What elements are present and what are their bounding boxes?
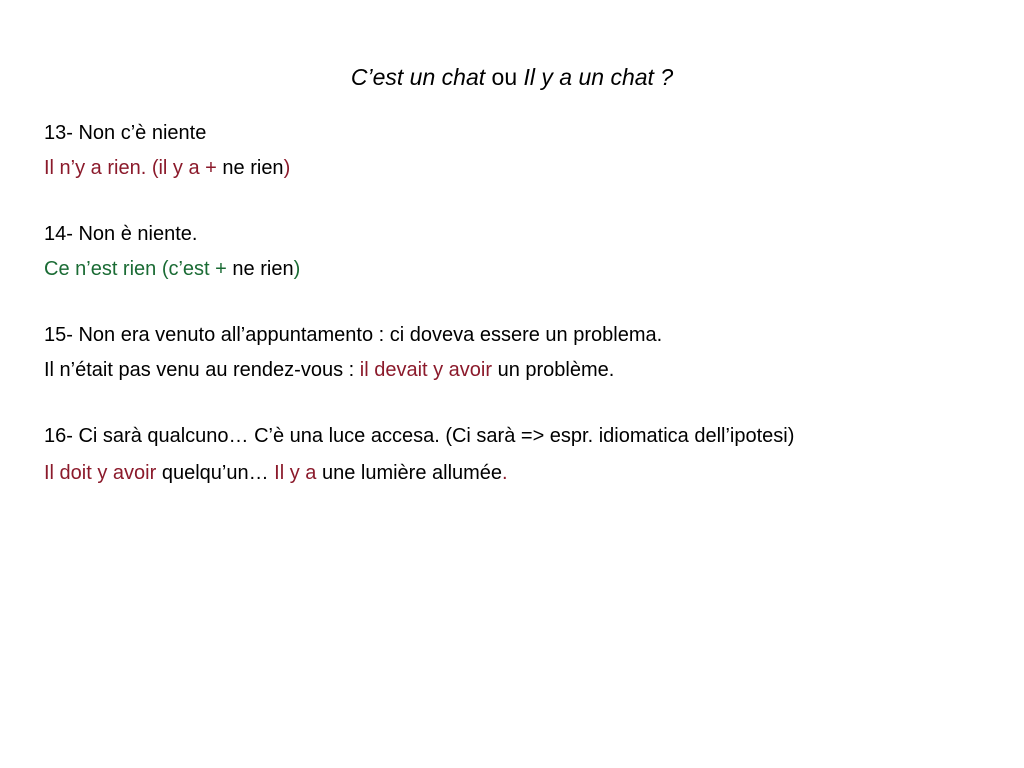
item-13-translation-paren: ) <box>283 157 291 179</box>
item-16-translation-period: . <box>502 462 508 484</box>
item-14-translation <box>44 255 974 284</box>
item-13-translation-black: ne rien <box>222 157 284 179</box>
item-14-translation-green: Ce n’est rien (c’est + <box>44 258 233 280</box>
slide-content <box>44 119 974 488</box>
item-16-translation <box>44 459 974 488</box>
item-15-translation-end: un problème. <box>492 359 615 381</box>
item-15-source: 15- Non era venuto all’appuntamento : ci doveva essere un problema. <box>44 324 663 346</box>
item-14-translation-paren: ) <box>293 258 301 280</box>
item-13-translation-red: Il n’y a rien. (il y a + <box>44 157 223 179</box>
item-16-translation-black-2: une lumière allumée <box>316 462 503 484</box>
item-16-translation-red-2: Il y a <box>274 462 317 484</box>
item-15-translation <box>44 356 974 385</box>
item-15-translation-black: Il n’était pas venu au rendez-vous : <box>44 359 360 381</box>
title-part-ou: ou <box>485 64 524 90</box>
item-16-translation-red-1: Il doit y avoir <box>44 462 157 484</box>
slide-title <box>0 62 1024 92</box>
item-13-source: 13- Non c’è niente <box>44 122 207 144</box>
item-14-translation-black: ne rien <box>232 258 294 280</box>
title-part-il-y-a-un-chat: Il y a un chat ? <box>523 64 674 90</box>
item-16-source: 16- Ci sarà qualcuno… C’è una luce accesa. (Ci sarà => espr. idiomatica dell’ipotesi) <box>44 425 795 447</box>
item-16-translation-black-1: quelqu’un… <box>156 462 275 484</box>
item-14-source: 14- Non è niente. <box>44 223 198 245</box>
item-13-translation <box>44 154 974 183</box>
item-15-translation-red: il devait y avoir <box>359 359 493 381</box>
title-part-cest-un-chat: C’est un chat <box>350 64 486 90</box>
